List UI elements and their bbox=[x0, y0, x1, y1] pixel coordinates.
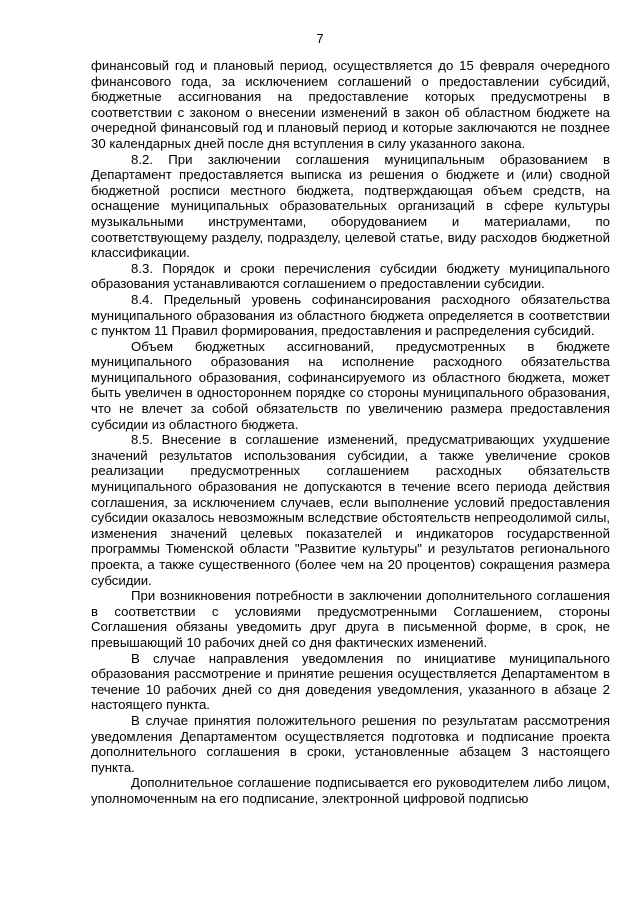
paragraph-8-5-review: В случае направления уведомления по инициативе муниципального образования рассмотрение и принятие решения осуществляется Департаментом в течение 10 рабочих дней со дня доведения уведомления, указанного в абзаце 2 настоящего пункта. bbox=[91, 650, 610, 713]
paragraph-8-5-positive-decision: В случае принятия положительного решения по результатам рассмотрения уведомления Департаментом осуществляется подготовка и подписание проекта дополнительного соглашения в сроки, установленные абзацем 3 настоящего пункта. bbox=[91, 712, 610, 775]
paragraph-continuation: финансовый год и плановый период, осуществляется до 15 февраля очередного финансового года, за исключением соглашений о предоставлении субсидий, бюджетные ассигнования на предоставление которых предусмотрены в соответствии с законом о внесении изменений в закон об областном бюджете на очередной финансовый год и плановый период и которые заключаются не позднее 30 календарных дней после дня вступления в силу указанного закона. bbox=[91, 58, 610, 151]
paragraph-8-3: 8.3. Порядок и сроки перечисления субсидии бюджету муниципального образования устанавливаются соглашением о предоставлении субсидии. bbox=[91, 260, 610, 292]
paragraph-8-4-budget-volume: Объем бюджетных ассигнований, предусмотренных в бюджете муниципального образования на исполнение расходного обязательства муниципального образования, софинансируемого из областного бюджета, может быть увеличен в одностороннем порядке со стороны муниципального образования, что не влечет за собой обязательств по увеличению размера предоставления субсидии из областного бюджета. bbox=[91, 338, 610, 432]
paragraph-8-5-signing: Дополнительное соглашение подписывается его руководителем либо лицом, уполномоченным на его подписание, электронной цифровой подписью bbox=[91, 775, 610, 806]
paragraph-8-2: 8.2. При заключении соглашения муниципальным образованием в Департамент предоставляется выписка из решения о бюджете и (или) сводной бюджетной росписи местного бюджета, подтверждающая объем средств, на оснащение муниципальных образовательных организаций в сфере культуры музыкальными инструментами, оборудованием и материалами, по соответствующему разделу, подразделу, целевой статье, виду расходов бюджетной классификации. bbox=[91, 151, 610, 261]
paragraph-8-5: 8.5. Внесение в соглашение изменений, предусматривающих ухудшение значений результатов использования субсидии, а также увеличение сроков реализации предусмотренных соглашением расходных обязательств муниципального образования не допускаются в течение всего периода действия соглашения, за исключением случаев, если выполнение условий предоставления субсидии оказалось невозможным вследствие обстоятельств непреодолимой силы, изменения значений целевых показателей и индикаторов государственной программы Тюменской области "Развитие культуры" и результатов регионального проекта, а также существенного (более чем на 20 процентов) сокращения размера субсидии. bbox=[91, 432, 610, 588]
document-body bbox=[91, 58, 610, 807]
paragraph-8-5-notification: При возникновения потребности в заключении дополнительного соглашения в соответствии с условиями предусмотренными Соглашением, стороны Соглашения обязаны уведомить друг друга в письменной форме, в срок, не превышающий 10 рабочих дней со дня фактических изменений. bbox=[91, 588, 610, 650]
page-number: 7 bbox=[316, 31, 324, 46]
paragraph-8-4: 8.4. Предельный уровень софинансирования расходного обязательства муниципального образования из областного бюджета определяется в соответствии с пунктом 11 Правил формирования, предоставления и распределения субсидий. bbox=[91, 291, 610, 339]
